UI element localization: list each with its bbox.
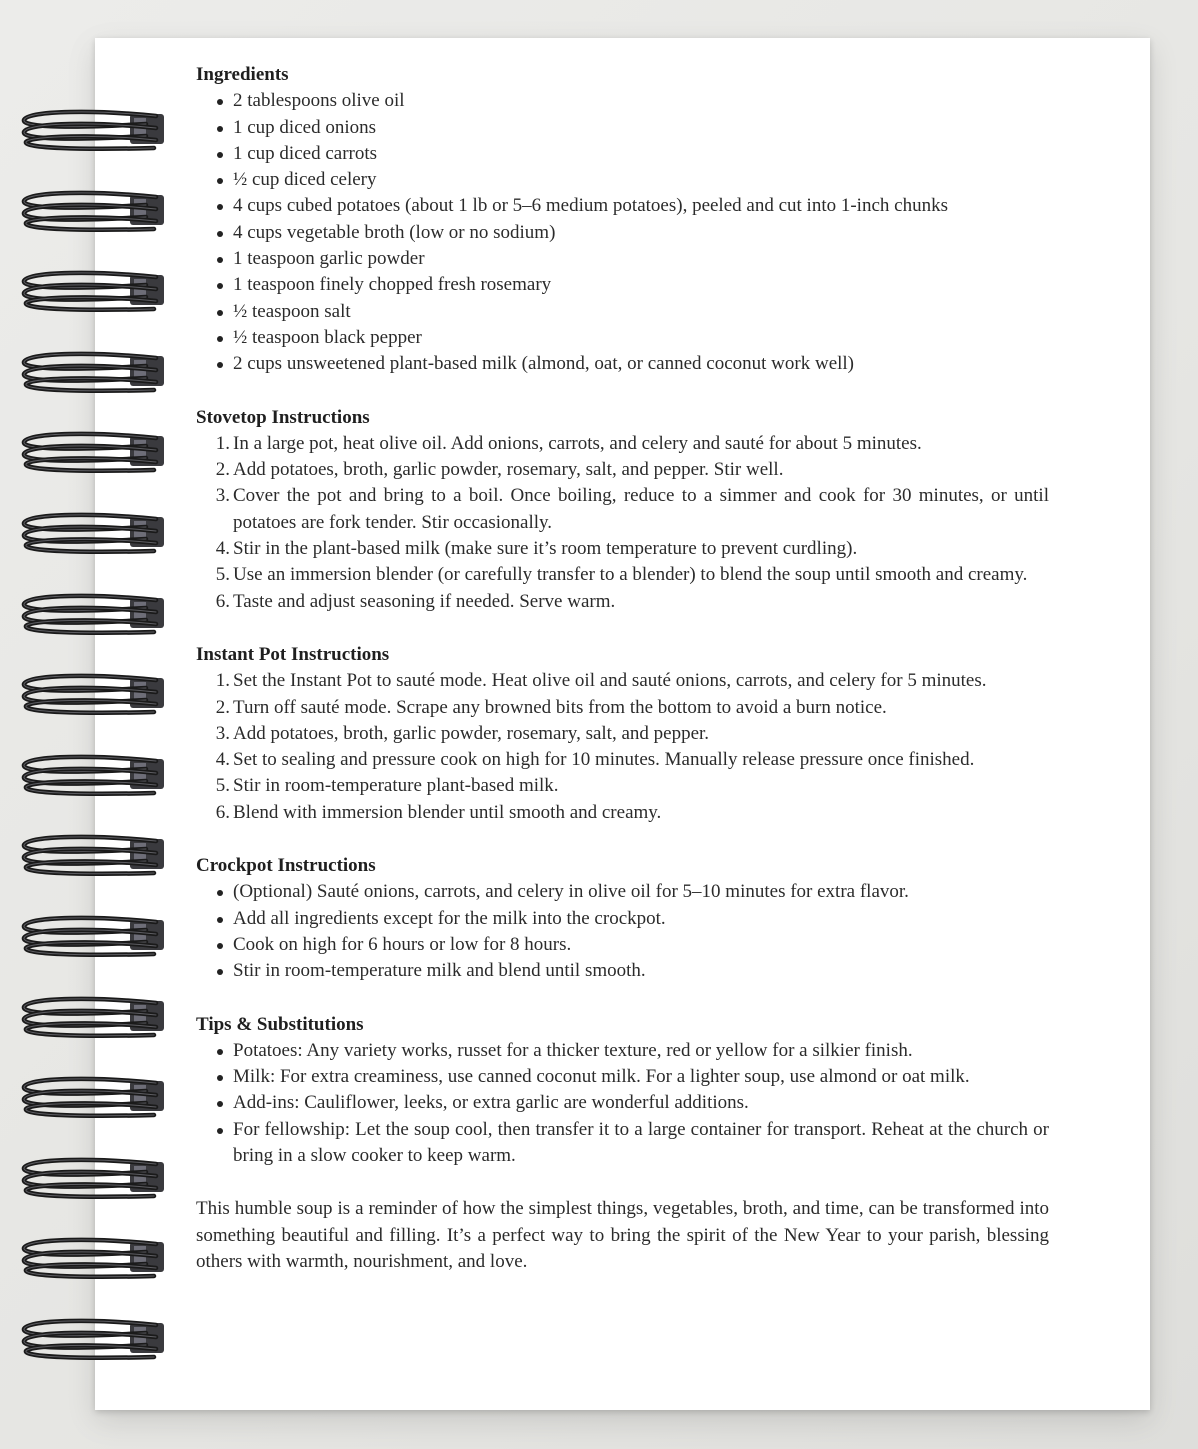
step-text: Taste and adjust seasoning if needed. Serve warm. [233,590,616,612]
section-spacer [196,1169,1049,1196]
step-text: Set to sealing and pressure cook on high for 10 minutes. Manually release pressure once finished. [233,749,975,771]
instant-pot-step [196,721,1049,747]
step-number: 4. [215,749,230,771]
binding-ring [18,833,168,877]
crockpot-item: Stir in room-temperature milk and blend until smooth. [196,958,1049,984]
stovetop-section [196,405,1049,615]
section-spacer [196,985,1049,1012]
ingredient-item: 1 teaspoon finely chopped fresh rosemary [196,272,1049,298]
crockpot-item: Add all ingredients except for the milk into the crockpot. [196,906,1049,932]
instant-pot-step [196,800,1049,826]
binding-ring [18,269,168,313]
step-text: Turn off sauté mode. Scrape any browned bits from the bottom to avoid a burn notice. [233,696,887,718]
ingredient-item: ½ teaspoon salt [196,299,1049,325]
step-number: 6. [215,590,230,612]
ingredient-item: 2 cups unsweetened plant-based milk (almond, oat, or canned coconut work well) [196,351,1049,377]
stovetop-step [196,589,1049,615]
binding-ring [18,753,168,797]
step-text: Use an immersion blender (or carefully transfer to a blender) to blend the soup until smooth and creamy. [233,564,1028,586]
recipe-content [196,62,1049,1275]
stovetop-step [196,562,1049,588]
binding-ring [18,108,168,152]
binding-ring [18,430,168,474]
ingredient-item: ½ teaspoon black pepper [196,325,1049,351]
crockpot-item: Cook on high for 6 hours or low for 8 hours. [196,932,1049,958]
step-text: Stir in the plant-based milk (make sure it’s room temperature to prevent curdling). [233,538,858,560]
step-text: In a large pot, heat olive oil. Add onions, carrots, and celery and sauté for about 5 minutes. [233,432,922,454]
stovetop-step [196,431,1049,457]
stovetop-heading: Stovetop Instructions [196,406,370,428]
step-text: Add potatoes, broth, garlic powder, rosemary, salt, and pepper. [233,722,710,744]
stovetop-step [196,483,1049,536]
instant-pot-section [196,642,1049,826]
tips-list [196,1038,1049,1169]
stovetop-step [196,536,1049,562]
ingredient-item: ½ cup diced celery [196,167,1049,193]
step-text: Set the Instant Pot to sauté mode. Heat olive oil and sauté onions, carrots, and celery for 5 minutes. [233,670,987,692]
spiral-binding [0,0,200,1449]
tips-heading: Tips & Substitutions [196,1013,364,1035]
tip-item: Potatoes: Any variety works, russet for a thicker texture, red or yellow for a silkier finish. [196,1038,1049,1064]
section-spacer [196,826,1049,853]
binding-ring [18,1317,168,1361]
instant-pot-heading: Instant Pot Instructions [196,643,390,665]
binding-ring [18,1075,168,1119]
stovetop-step [196,457,1049,483]
ingredient-item: 1 cup diced carrots [196,141,1049,167]
step-text: Blend with immersion blender until smooth and creamy. [233,801,662,823]
step-number: 6. [215,801,230,823]
stovetop-steps [196,431,1049,615]
step-text: Stir in room-temperature plant-based milk. [233,775,559,797]
ingredients-list [196,88,1049,377]
step-text: Add potatoes, broth, garlic powder, rosemary, salt, and pepper. Stir well. [233,459,784,481]
ingredients-heading: Ingredients [196,64,289,85]
ingredient-item: 1 cup diced onions [196,115,1049,141]
instant-pot-step [196,773,1049,799]
ingredient-item: 4 cups vegetable broth (low or no sodium) [196,220,1049,246]
section-spacer [196,378,1049,405]
ingredient-item: 1 teaspoon garlic powder [196,246,1049,272]
crockpot-item: (Optional) Sauté onions, carrots, and celery in olive oil for 5–10 minutes for extra flavor. [196,879,1049,905]
instant-pot-step [196,747,1049,773]
instant-pot-step [196,668,1049,694]
step-number: 2. [215,459,230,481]
binding-ring [18,914,168,958]
instant-pot-steps [196,668,1049,826]
binding-ring [18,350,168,394]
binding-ring [18,592,168,636]
crockpot-list [196,879,1049,984]
crockpot-section [196,853,1049,984]
section-spacer [196,615,1049,642]
tip-item: Add-ins: Cauliflower, leeks, or extra garlic are wonderful additions. [196,1090,1049,1116]
step-text: Cover the pot and bring to a boil. Once boiling, reduce to a simmer and cook for 30 minutes, or until potatoes are fork tender. Stir occasionally. [233,485,1049,533]
binding-ring [18,189,168,233]
binding-ring [18,511,168,555]
tip-item: For fellowship: Let the soup cool, then transfer it to a large container for transport. Reheat at the church or bring in a slow cooker to keep warm. [196,1117,1049,1170]
step-number: 2. [215,696,230,718]
binding-ring [18,672,168,716]
crockpot-heading: Crockpot Instructions [196,855,376,877]
binding-ring [18,1236,168,1280]
step-number: 3. [215,485,230,507]
tip-item: Milk: For extra creaminess, use canned coconut milk. For a lighter soup, use almond or oat milk. [196,1064,1049,1090]
binding-ring [18,1156,168,1200]
step-number: 4. [215,538,230,560]
step-number: 1. [215,432,230,454]
binding-ring [18,995,168,1039]
tips-section [196,1012,1049,1170]
ingredient-item: 2 tablespoons olive oil [196,88,1049,114]
closing-paragraph: This humble soup is a reminder of how the simplest things, vegetables, broth, and time, can be transformed into something beautiful and filling. It’s a perfect way to bring the spirit of the New Year to your parish, blessing others with warmth, nourishment, and love. [196,1198,1049,1272]
ingredients-section [196,62,1049,378]
step-number: 3. [215,722,230,744]
step-number: 1. [215,670,230,692]
ingredient-item: 4 cups cubed potatoes (about 1 lb or 5–6 medium potatoes), peeled and cut into 1-inch chunks [196,193,1049,219]
instant-pot-step [196,695,1049,721]
step-number: 5. [215,775,230,797]
step-number: 5. [215,564,230,586]
